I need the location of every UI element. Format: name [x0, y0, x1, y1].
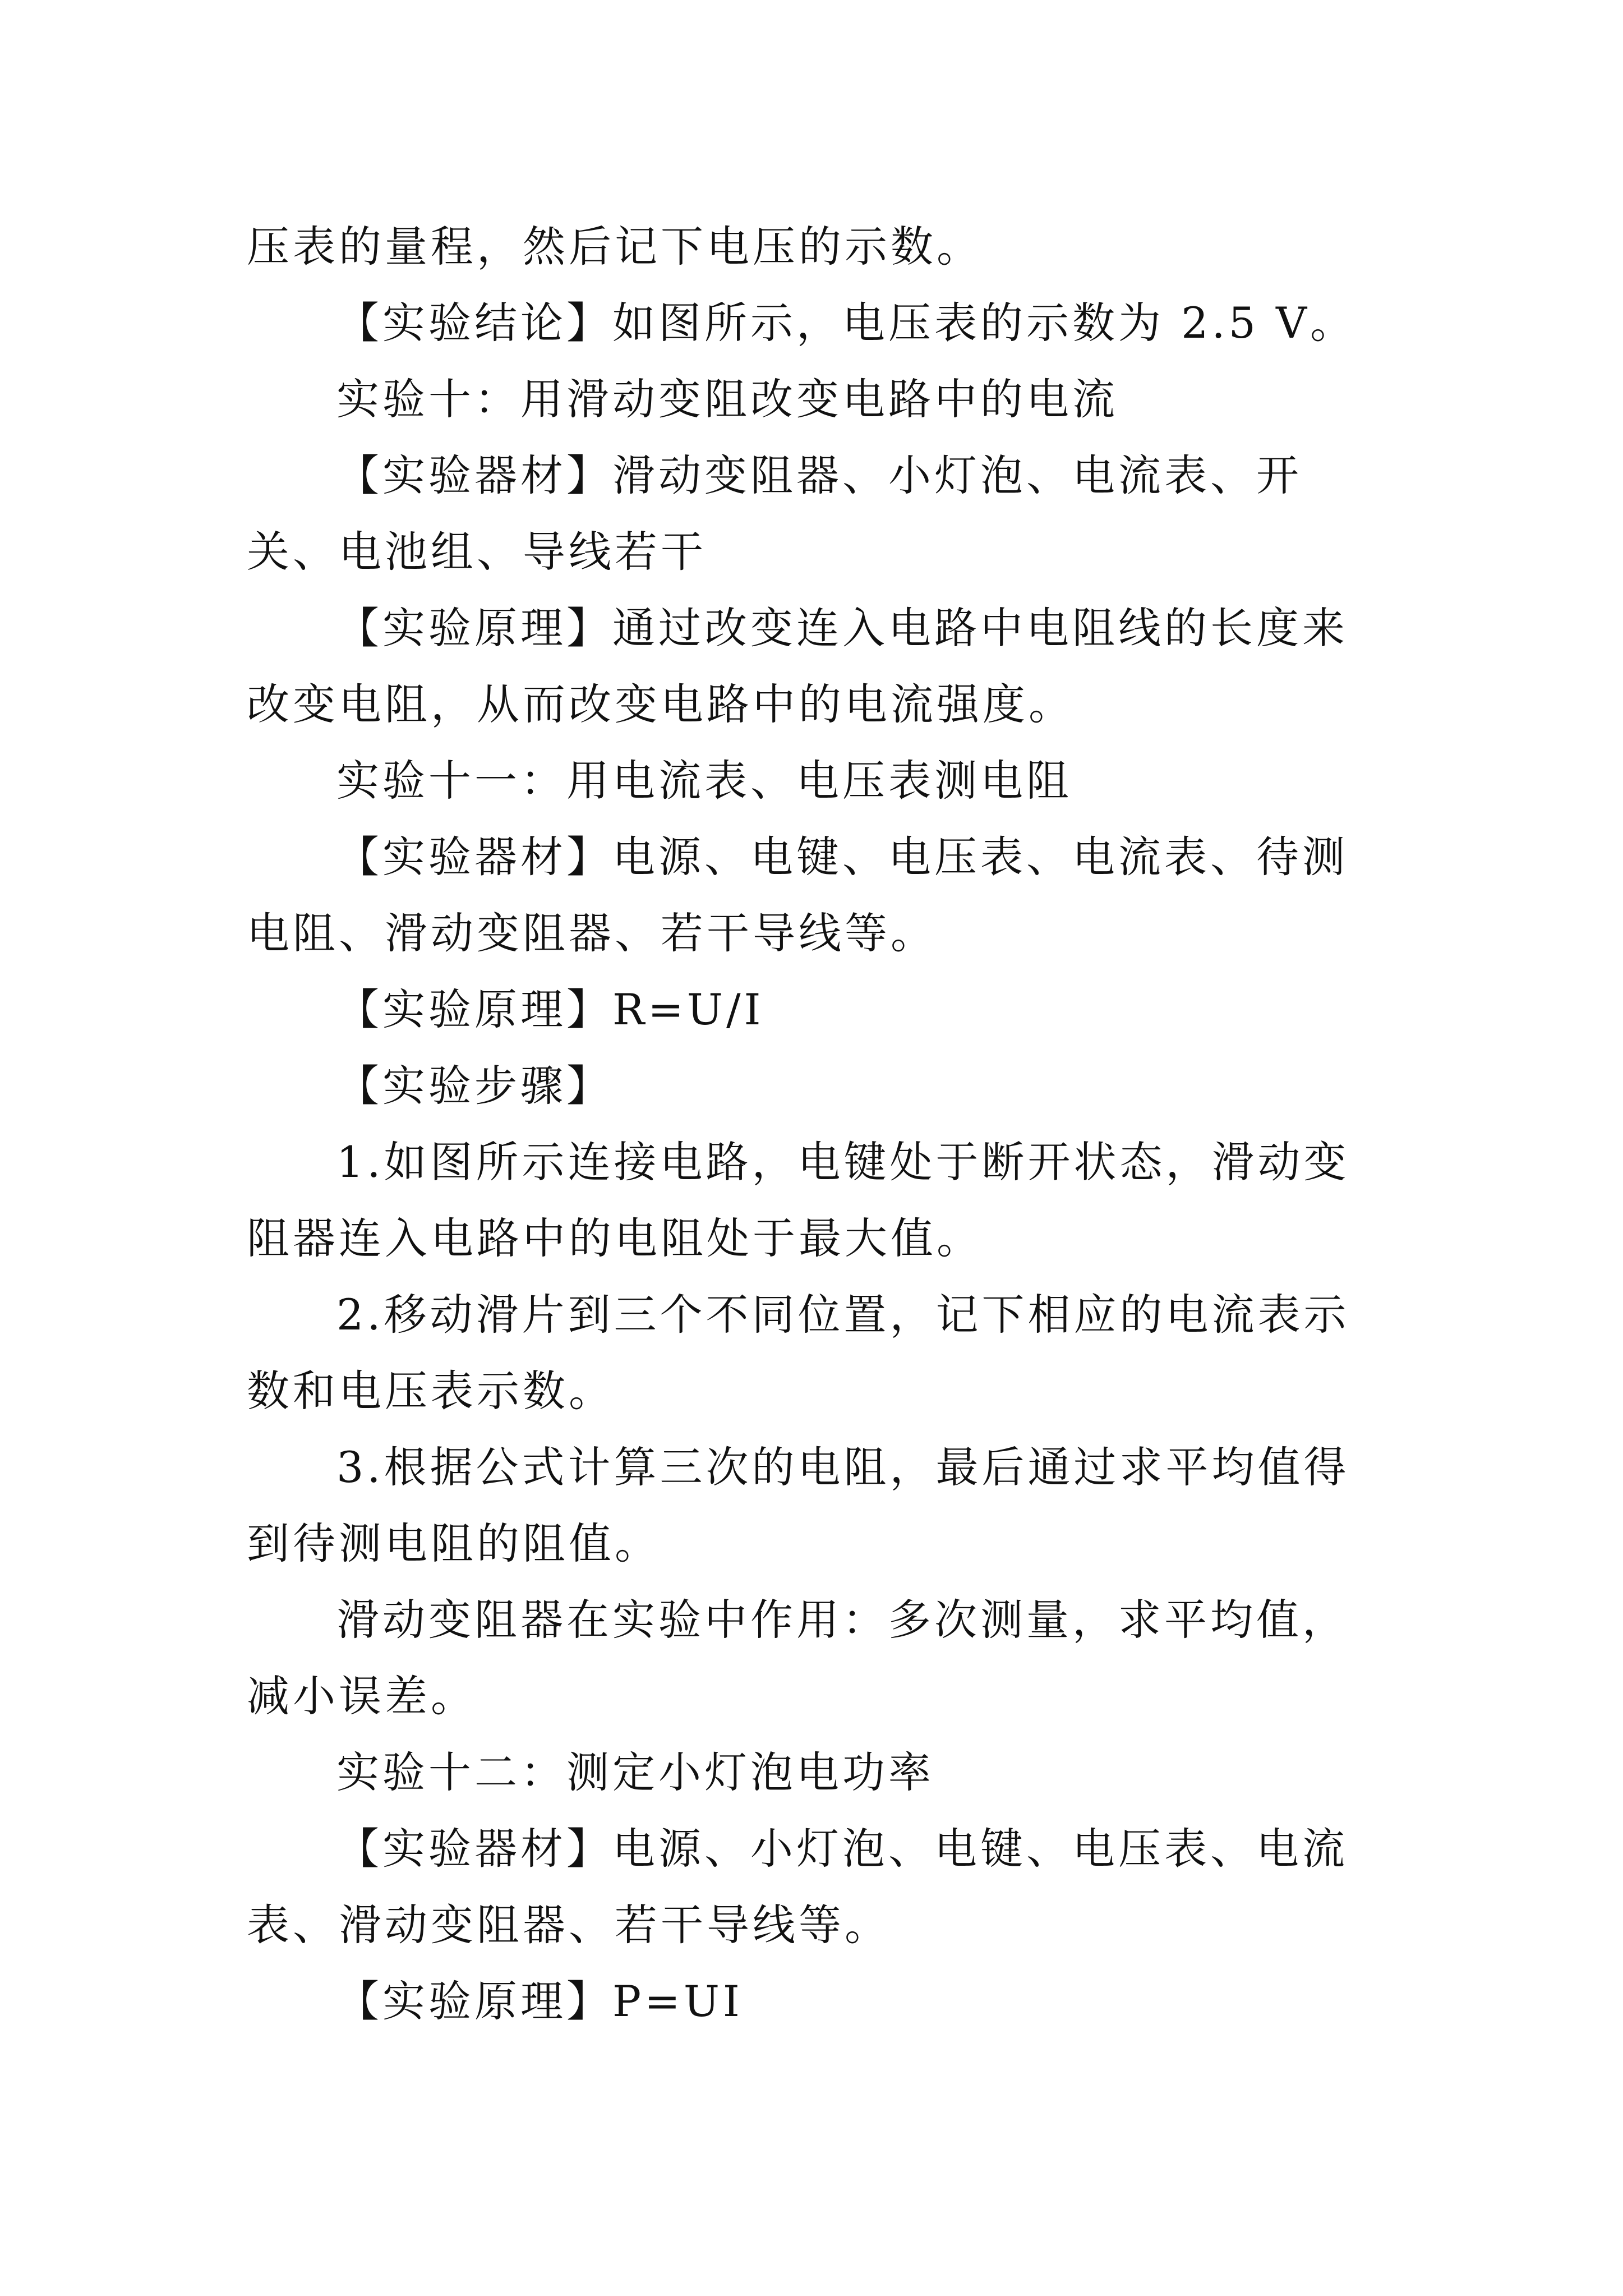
- paragraph-step-3: 3.根据公式计算三次的电阻，最后通过求平均值得到待测电阻的阻值。: [247, 1442, 1350, 1568]
- paragraph-equipment-11: 【实验器材】电源、电键、电压表、电流表、待测电阻、滑动变阻器、若干导线等。: [247, 832, 1348, 958]
- paragraph-experiment-conclusion: 【实验结论】如图所示，电压表的示数为 2.5 V。: [336, 298, 1357, 348]
- heading-experiment-11: 实验十一：用电流表、电压表测电阻: [336, 756, 1072, 806]
- paragraph-equipment-10: 【实验器材】滑动变阻器、小灯泡、电流表、开关、电池组、导线若干: [247, 450, 1302, 577]
- paragraph-principle-10: 【实验原理】通过改变连入电路中电阻线的长度来改变电阻，从而改变电路中的电流强度。: [247, 603, 1348, 729]
- paragraph-equipment-12: 【实验器材】电源、小灯泡、电键、电压表、电流表、滑动变阻器、若干导线等。: [247, 1824, 1348, 1950]
- paragraph-step-1: 1.如图所示连接电路，电键处于断开状态，滑动变阻器连入电路中的电阻处于最大值。: [247, 1137, 1350, 1263]
- paragraph-rheostat-role: 滑动变阻器在实验中作用：多次测量，求平均值，减小误差。: [247, 1595, 1348, 1721]
- paragraph-principle-12: 【实验原理】P=UI: [336, 1976, 743, 2026]
- paragraph-continuation: 压表的量程，然后记下电压的示数。: [247, 222, 983, 272]
- heading-experiment-12: 实验十二：测定小灯泡电功率: [336, 1747, 934, 1797]
- paragraph-principle-11: 【实验原理】R=U/I: [336, 984, 764, 1034]
- document-page: [247, 209, 1391, 2040]
- heading-experiment-10: 实验十：用滑动变阻改变电路中的电流: [336, 374, 1118, 424]
- heading-steps-11: 【实验步骤】: [336, 1061, 612, 1111]
- paragraph-step-2: 2.移动滑片到三个不同位置，记下相应的电流表示数和电压表示数。: [247, 1290, 1350, 1416]
